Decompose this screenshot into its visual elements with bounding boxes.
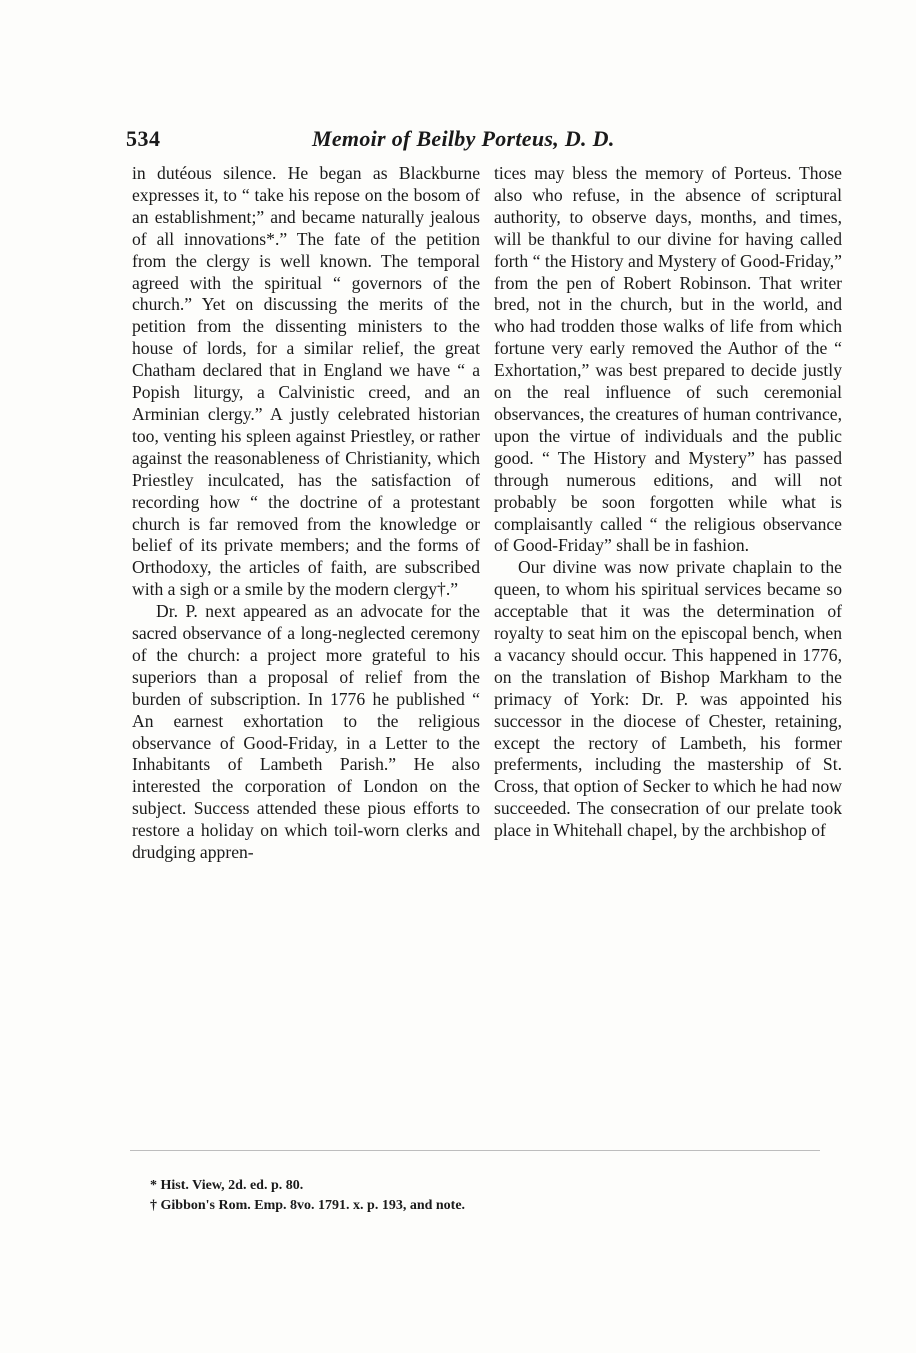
footnote-1: * Hist. View, 2d. ed. p. 80. (150, 1178, 304, 1193)
footnote-2: † Gibbon's Rom. Emp. 8vo. 1791. x. p. 193, and note. (150, 1198, 466, 1213)
left-column (132, 163, 480, 864)
left-paragraph-1: in dutéous silence. He began as Blackburne expresses it, to “ take his repose on the bosom of an establishment;” and became naturally jealous of all innovations*.” The fate of the petition from the clergy is well known. The temporal agreed with the spiritual “ governors of the church.” Yet on discussing the merits of the petition from the dissenting ministers to the house of lords, for a similar relief, the great Chatham declared that in England we have “ a Popish liturgy, a Calvinistic creed, and an Arminian clergy.” A justly celebrated historian too, venting his spleen against Priestley, or rather against the reasonableness of Christianity, which Priestley inculcated, has the satisfaction of recording how “ the doctrine of a protestant church is far removed from the knowledge or belief of its private members; and the forms of Orthodoxy, the articles of faith, are subscribed with a sigh or a smile by the modern clergy†.” (132, 163, 480, 600)
footnotes (150, 1176, 830, 1216)
left-paragraph-2: Dr. P. next appeared as an advocate for the sacred observance of a long-neglected ceremony of the church: a project more grateful to his superiors than a proposal of relief from the burden of subscription. In 1776 he published “ An earnest exhortation to the religious observance of Good-Friday, in a Letter to the Inhabitants of Lambeth Parish.” He also interested the corporation of London on the subject. Success attended these pious efforts to restore a holiday on which toil-worn clerks and drudging appren- (132, 601, 480, 863)
running-head: Memoir of Beilby Porteus, D. D. (312, 126, 615, 151)
footnote-rule (130, 1150, 820, 1151)
right-paragraph-1: tices may bless the memory of Porteus. Those also who refuse, in the absence of scriptural authority, to observe days, months, and times, will be thankful to our divine for having called forth “ the History and Mystery of Good-Friday,” from the pen of Robert Robinson. That writer bred, not in the church, but in the world, and who had trodden those walks of life from which fortune very early removed the Author of the “ Exhortation,” was best prepared to decide justly on the real influence of such ceremonial observances, the creatures of human contrivance, upon the virtue of individuals and the public good. “ The History and Mystery” has passed through numerous editions, and will not probably be soon forgotten while what is complaisantly called “ the religious observance of Good-Friday” shall be in fashion. (494, 163, 842, 556)
right-column (494, 163, 842, 842)
page-header (126, 126, 686, 156)
right-paragraph-2: Our divine was now private chaplain to the queen, to whom his spiritual services became so acceptable that it was the determination of royalty to seat him on the episcopal bench, when a vacancy should occur. This happened in 1776, on the translation of Bishop Markham to the primacy of York: Dr. P. was appointed his successor in the diocese of Chester, retaining, except the rectory of Lambeth, his former preferments, including the mastership of St. Cross, that option of Secker to which he had now succeeded. The consecration of our prelate took place in Whitehall chapel, by the archbishop of (494, 557, 842, 841)
page-number: 534 (126, 126, 161, 151)
